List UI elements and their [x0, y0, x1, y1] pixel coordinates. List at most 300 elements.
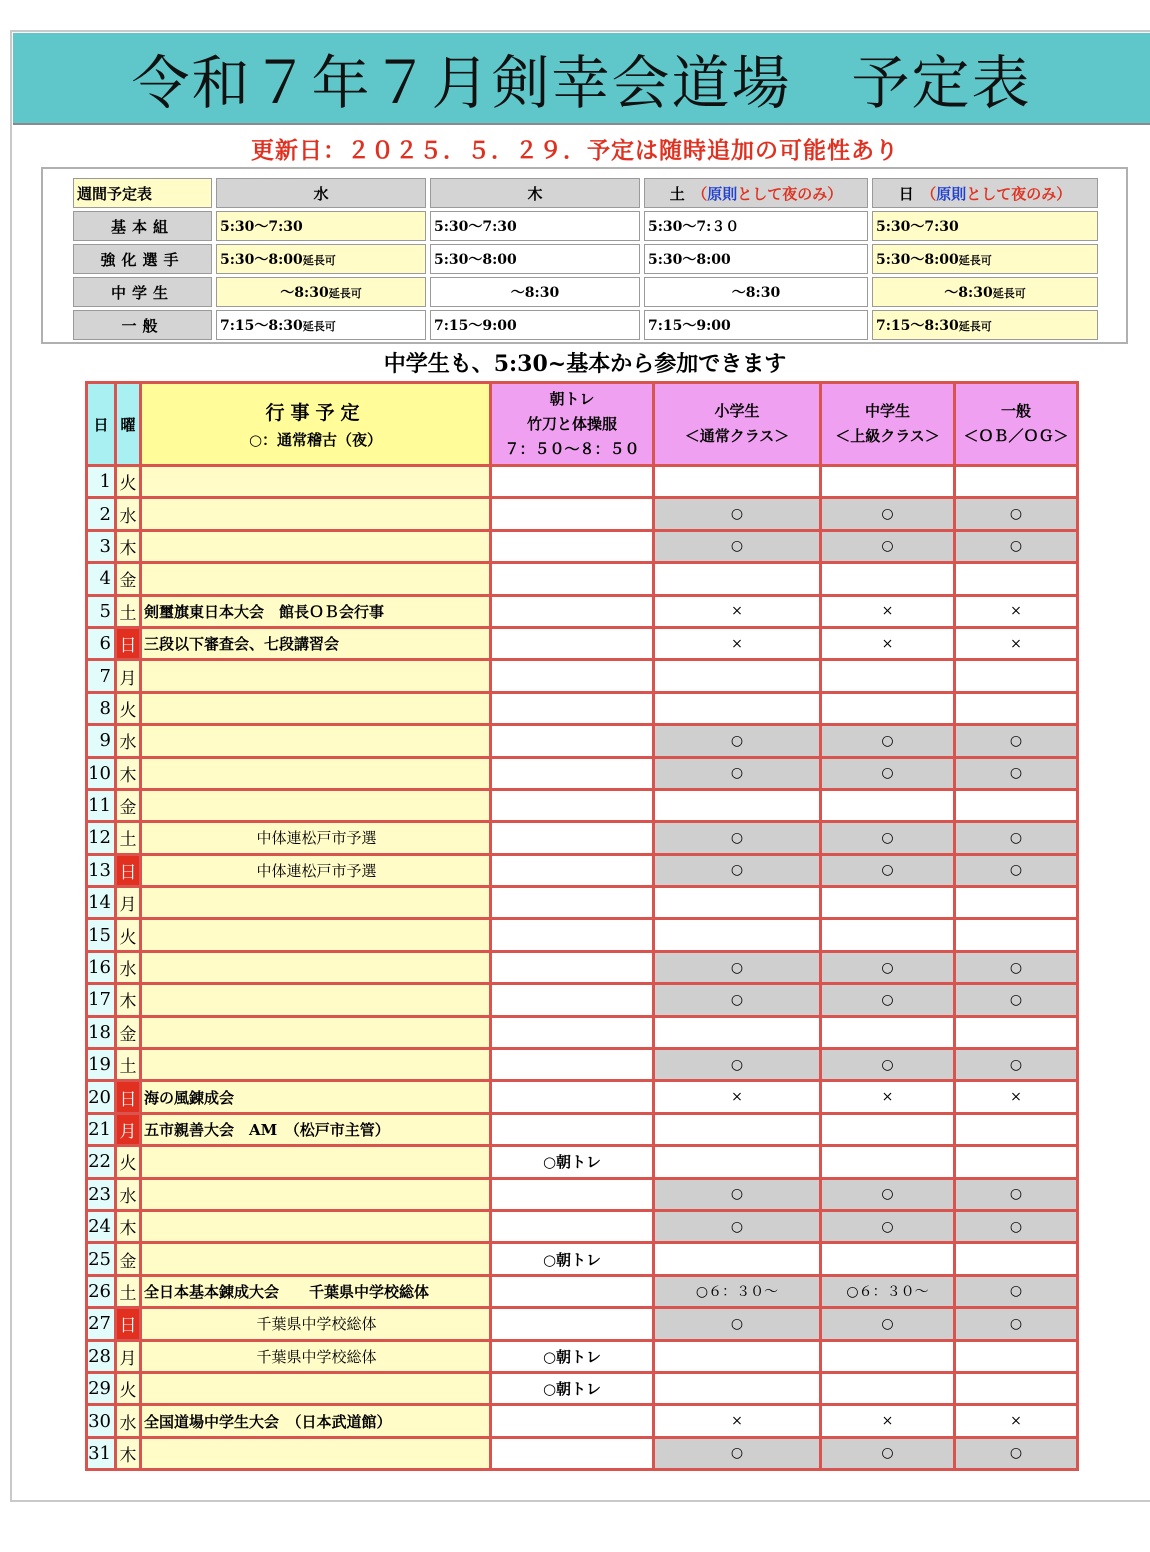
weekly-time: 5:30〜8:00: [876, 252, 959, 268]
morning-training-cell: [492, 1439, 652, 1468]
event-cell: [142, 1374, 489, 1403]
general-cell: [956, 888, 1076, 917]
general-cell: ○: [956, 856, 1076, 885]
weekday-label: 木: [117, 759, 139, 788]
weekly-time: 5:30〜8:00: [220, 252, 303, 268]
weekday-label: 土: [117, 597, 139, 626]
table-row: [88, 759, 1076, 788]
general-cell: [956, 1018, 1076, 1047]
extension-note: 延長可: [958, 320, 992, 333]
general-cell: [956, 661, 1076, 690]
table-row: [88, 1050, 1076, 1079]
event-cell: [142, 661, 489, 690]
general-cell: [956, 694, 1076, 723]
junior-high-cell: ○: [822, 1309, 953, 1338]
event-cell: 海の風錬成会: [142, 1082, 489, 1111]
weekly-day-header: [872, 178, 1098, 208]
table-row: [88, 888, 1076, 917]
elementary-cell: [655, 1115, 819, 1144]
table-row: [88, 467, 1076, 496]
weekday-label: 日: [117, 1082, 139, 1111]
weekly-time: 7:15〜8:30: [220, 318, 303, 334]
elementary-cell: ×: [655, 1082, 819, 1111]
morning-training-cell: [492, 920, 652, 949]
table-row: [88, 1374, 1076, 1403]
junior-high-cell: [822, 920, 953, 949]
general-cell: ○: [956, 1439, 1076, 1468]
general-cell: [956, 1244, 1076, 1273]
morning-training-cell: [492, 1115, 652, 1144]
day-number: 12: [88, 823, 114, 852]
weekly-day-label: 土: [669, 184, 685, 203]
weekly-time: 7:15〜8:30: [876, 318, 959, 334]
junior-high-cell: [822, 1018, 953, 1047]
event-cell: 中体連松戸市予選: [142, 856, 489, 885]
weekly-cell: 5:30〜7:30: [216, 211, 426, 241]
junior-high-cell: [822, 888, 953, 917]
table-row: [88, 1147, 1076, 1176]
weekly-day-header: 水: [216, 178, 426, 208]
junior-high-cell: ○: [822, 1212, 953, 1241]
general-cell: ○: [956, 499, 1076, 528]
day-number: 10: [88, 759, 114, 788]
elementary-header-line1: 小学生: [714, 402, 760, 420]
day-number: 20: [88, 1082, 114, 1111]
junior-high-cell: [822, 467, 953, 496]
elementary-cell: [655, 1244, 819, 1273]
event-header-title: 行事予定: [265, 402, 366, 424]
day-number: 13: [88, 856, 114, 885]
day-number: 19: [88, 1050, 114, 1079]
junior-high-cell: ○: [822, 1050, 953, 1079]
junior-high-cell: ×: [822, 629, 953, 658]
weekday-label: 金: [117, 1244, 139, 1273]
day-number: 26: [88, 1277, 114, 1306]
morning-header-line1: 朝トレ: [549, 389, 595, 408]
day-number: 17: [88, 985, 114, 1014]
weekly-cell: [216, 244, 426, 274]
event-cell: [142, 564, 489, 593]
junior-high-cell: ○: [822, 759, 953, 788]
extension-note: 延長可: [302, 320, 336, 333]
event-cell: 千葉県中学校総体: [142, 1342, 489, 1371]
junior-high-cell: [822, 1374, 953, 1403]
morning-training-cell: [492, 467, 652, 496]
junior-high-cell: [822, 1115, 953, 1144]
elementary-cell: [655, 564, 819, 593]
junior-high-cell: ○: [822, 1439, 953, 1468]
day-number: 7: [88, 661, 114, 690]
event-header-sub: ○：通常稽古（夜）: [248, 431, 383, 449]
junior-high-cell: [822, 694, 953, 723]
day-number: 1: [88, 467, 114, 496]
morning-training-cell: [492, 759, 652, 788]
day-number: 28: [88, 1342, 114, 1371]
elementary-cell: ○: [655, 823, 819, 852]
event-cell: [142, 532, 489, 561]
elementary-cell: ×: [655, 629, 819, 658]
elementary-cell: ○: [655, 1212, 819, 1241]
junior-high-cell: ○: [822, 953, 953, 982]
day-column-header: 日: [88, 384, 114, 464]
table-row: [88, 1115, 1076, 1144]
junior-note: 中学生も、5:30~基本から参加できます: [383, 351, 787, 377]
title-banner: [13, 33, 1150, 125]
day-number: 22: [88, 1147, 114, 1176]
morning-training-cell: [492, 856, 652, 885]
general-cell: ○: [956, 532, 1076, 561]
table-row: [88, 920, 1076, 949]
weekday-label: 木: [117, 985, 139, 1014]
morning-training-cell: [492, 597, 652, 626]
elementary-cell: ○: [655, 953, 819, 982]
morning-header-line3: ７：５０〜８：５０: [504, 439, 640, 458]
weekly-schedule: [41, 167, 1128, 344]
weekly-day-label: 日: [898, 184, 914, 203]
elementary-header-line2: ＜通常クラス＞: [684, 427, 790, 445]
elementary-cell: ○: [655, 1439, 819, 1468]
general-cell: ○: [956, 985, 1076, 1014]
weekly-note-blue: 原則: [707, 184, 738, 203]
general-cell: ×: [956, 629, 1076, 658]
weekday-label: 水: [117, 499, 139, 528]
general-cell: [956, 467, 1076, 496]
junior-high-cell: ○: [822, 532, 953, 561]
elementary-cell: ×: [655, 1406, 819, 1435]
elementary-cell: [655, 888, 819, 917]
day-number: 2: [88, 499, 114, 528]
table-row: [88, 694, 1076, 723]
schedule-body: [88, 467, 1076, 1468]
table-row: [88, 953, 1076, 982]
table-row: [88, 1212, 1076, 1241]
junior-high-cell: ×: [822, 1082, 953, 1111]
weekly-cell: 7:15〜9:00: [644, 310, 868, 340]
morning-training-cell: [492, 1212, 652, 1241]
table-row: [88, 1018, 1076, 1047]
general-cell: ○: [956, 1050, 1076, 1079]
weekly-day-header: [644, 178, 868, 208]
weekly-time: 〜8:30: [944, 285, 993, 301]
day-number: 23: [88, 1180, 114, 1209]
weekday-label: 火: [117, 467, 139, 496]
day-number: 21: [88, 1115, 114, 1144]
general-header: [956, 384, 1076, 464]
morning-training-cell: [492, 1180, 652, 1209]
event-cell: 全日本基本錬成大会 千葉県中学校総体: [142, 1277, 489, 1306]
day-number: 31: [88, 1439, 114, 1468]
event-cell: 千葉県中学校総体: [142, 1309, 489, 1338]
event-cell: [142, 694, 489, 723]
event-cell: [142, 1439, 489, 1468]
weekly-cell: [872, 244, 1098, 274]
general-cell: ○: [956, 1277, 1076, 1306]
day-number: 25: [88, 1244, 114, 1273]
morning-training-cell: ○朝トレ: [492, 1147, 652, 1176]
morning-training-cell: ○朝トレ: [492, 1342, 652, 1371]
general-cell: [956, 1342, 1076, 1371]
junior-high-cell: [822, 661, 953, 690]
elementary-cell: [655, 791, 819, 820]
day-number: 8: [88, 694, 114, 723]
elementary-cell: [655, 661, 819, 690]
page-title: 令和７年７月剣幸会道場 予定表: [131, 49, 1032, 117]
table-row: [88, 1244, 1076, 1273]
day-number: 27: [88, 1309, 114, 1338]
table-row: [88, 1180, 1076, 1209]
event-cell: [142, 920, 489, 949]
day-number: 11: [88, 791, 114, 820]
table-row: [88, 1082, 1076, 1111]
table-row: [88, 823, 1076, 852]
table-row: [88, 564, 1076, 593]
table-row: [88, 532, 1076, 561]
event-cell: 五市親善大会 AM （松戸市主管）: [142, 1115, 489, 1144]
morning-training-cell: ○朝トレ: [492, 1374, 652, 1403]
event-cell: [142, 953, 489, 982]
weekday-label: 木: [117, 532, 139, 561]
extension-note: 延長可: [992, 287, 1026, 300]
morning-training-cell: [492, 888, 652, 917]
weekday-label: 土: [117, 1050, 139, 1079]
day-number: 18: [88, 1018, 114, 1047]
morning-training-cell: [492, 564, 652, 593]
table-row: [88, 499, 1076, 528]
weekly-row-label: 中学生: [73, 277, 212, 307]
weekly-cell: [216, 277, 426, 307]
table-row: [88, 1406, 1076, 1435]
general-cell: [956, 1374, 1076, 1403]
junior-high-cell: ○: [822, 856, 953, 885]
weekly-corner: 週間予定表: [73, 178, 212, 208]
day-number: 14: [88, 888, 114, 917]
table-row: [88, 629, 1076, 658]
table-row: [88, 985, 1076, 1014]
elementary-cell: [655, 694, 819, 723]
general-cell: ×: [956, 597, 1076, 626]
weekly-note-blue: 原則: [936, 184, 967, 203]
table-row: [88, 726, 1076, 755]
elementary-cell: [655, 1147, 819, 1176]
weekday-label: 金: [117, 1018, 139, 1047]
weekday-label: 金: [117, 564, 139, 593]
elementary-cell: [655, 1374, 819, 1403]
junior-high-cell: ○: [822, 823, 953, 852]
day-number: 6: [88, 629, 114, 658]
weekday-label: 火: [117, 1374, 139, 1403]
general-cell: [956, 1115, 1076, 1144]
weekday-label: 土: [117, 823, 139, 852]
weekly-cell: [872, 310, 1098, 340]
weekday-label: 木: [117, 1212, 139, 1241]
general-cell: ○: [956, 1180, 1076, 1209]
table-row: [88, 661, 1076, 690]
weekday-label: 水: [117, 1180, 139, 1209]
weekly-table: [69, 175, 1102, 343]
weekly-cell: 5:30〜8:00: [430, 244, 640, 274]
junior-high-cell: [822, 791, 953, 820]
general-cell: [956, 920, 1076, 949]
day-number: 3: [88, 532, 114, 561]
event-cell: [142, 726, 489, 755]
table-row: [88, 856, 1076, 885]
junior-high-cell: [822, 564, 953, 593]
weekly-row-label: 一般: [73, 310, 212, 340]
elementary-cell: ○: [655, 856, 819, 885]
event-cell: [142, 888, 489, 917]
junior-high-cell: ○: [822, 499, 953, 528]
event-column-header: [142, 384, 489, 464]
weekly-time: 〜8:30: [280, 285, 329, 301]
elementary-cell: ○６：３０〜: [655, 1277, 819, 1306]
extension-note: 延長可: [958, 254, 992, 267]
morning-training-cell: [492, 1050, 652, 1079]
morning-training-cell: [492, 499, 652, 528]
table-row: [88, 1342, 1076, 1371]
weekday-label: 火: [117, 920, 139, 949]
elementary-cell: ○: [655, 1050, 819, 1079]
table-row: [88, 791, 1076, 820]
junior-header-line2: ＜上級クラス＞: [835, 427, 940, 445]
day-number: 9: [88, 726, 114, 755]
weekly-cell: 7:15〜9:00: [430, 310, 640, 340]
general-cell: ×: [956, 1082, 1076, 1111]
day-number: 4: [88, 564, 114, 593]
morning-training-cell: [492, 532, 652, 561]
table-row: [88, 1277, 1076, 1306]
morning-training-cell: [492, 726, 652, 755]
junior-high-cell: [822, 1342, 953, 1371]
elementary-header: [655, 384, 819, 464]
day-number: 15: [88, 920, 114, 949]
elementary-cell: ×: [655, 597, 819, 626]
weekly-cell: [872, 277, 1098, 307]
event-cell: [142, 1018, 489, 1047]
general-cell: ○: [956, 953, 1076, 982]
morning-training-cell: [492, 661, 652, 690]
general-cell: ○: [956, 759, 1076, 788]
weekly-cell: 5:30〜8:00: [644, 244, 868, 274]
weekly-cell: 〜8:30: [644, 277, 868, 307]
general-cell: ○: [956, 726, 1076, 755]
general-cell: [956, 1147, 1076, 1176]
weekday-label: 火: [117, 694, 139, 723]
morning-training-cell: [492, 823, 652, 852]
weekday-label: 水: [117, 953, 139, 982]
junior-high-header: [822, 384, 953, 464]
morning-training-cell: [492, 1406, 652, 1435]
weekday-label: 火: [117, 1147, 139, 1176]
event-cell: [142, 1180, 489, 1209]
event-cell: [142, 499, 489, 528]
updated-notice: 更新日：２０２５．５．２９．予定は随時追加の可能性あり: [251, 137, 899, 164]
junior-high-cell: [822, 1244, 953, 1273]
morning-training-cell: [492, 791, 652, 820]
weekday-label: 月: [117, 1115, 139, 1144]
morning-training-cell: [492, 1082, 652, 1111]
weekly-row-label: 基本組: [73, 211, 212, 241]
weekday-label: 日: [117, 629, 139, 658]
weekday-label: 木: [117, 1439, 139, 1468]
event-cell: 中体連松戸市予選: [142, 823, 489, 852]
weekday-label: 月: [117, 1342, 139, 1371]
junior-high-cell: ×: [822, 1406, 953, 1435]
weekly-row-label: 強化選手: [73, 244, 212, 274]
morning-training-cell: [492, 985, 652, 1014]
weekly-cell: 5:30〜7:30: [872, 211, 1098, 241]
weekday-column-header: 曜: [117, 384, 139, 464]
elementary-cell: ○: [655, 1309, 819, 1338]
morning-header-line2: 竹刀と体操服: [526, 414, 617, 433]
event-cell: 剣璽旗東日本大会 館長ＯＢ会行事: [142, 597, 489, 626]
extension-note: 延長可: [328, 287, 362, 300]
general-cell: [956, 564, 1076, 593]
table-row: [88, 597, 1076, 626]
weekly-note-prefix: （: [928, 184, 937, 203]
table-row: [88, 1439, 1076, 1468]
general-cell: [956, 791, 1076, 820]
weekday-label: 月: [117, 888, 139, 917]
weekly-cell: 5:30〜7:30: [430, 211, 640, 241]
weekday-label: 日: [117, 856, 139, 885]
table-row: [88, 1309, 1076, 1338]
event-cell: [142, 1244, 489, 1273]
weekday-label: 金: [117, 791, 139, 820]
morning-training-header: [492, 384, 652, 464]
event-cell: [142, 1147, 489, 1176]
elementary-cell: ○: [655, 759, 819, 788]
weekly-day-header: 木: [430, 178, 640, 208]
event-cell: [142, 1212, 489, 1241]
event-cell: [142, 985, 489, 1014]
weekday-label: 日: [117, 1309, 139, 1338]
junior-high-cell: ×: [822, 597, 953, 626]
event-cell: [142, 1050, 489, 1079]
elementary-cell: ○: [655, 532, 819, 561]
elementary-cell: [655, 467, 819, 496]
general-cell: ○: [956, 823, 1076, 852]
general-header-line1: 一般: [1000, 402, 1031, 420]
weekly-cell: 5:30〜7:３０: [644, 211, 868, 241]
general-cell: ○: [956, 1309, 1076, 1338]
event-cell: [142, 759, 489, 788]
event-cell: 全国道場中学生大会 （日本武道館）: [142, 1406, 489, 1435]
weekday-label: 水: [117, 1406, 139, 1435]
day-number: 16: [88, 953, 114, 982]
morning-training-cell: [492, 1309, 652, 1338]
weekday-label: 水: [117, 726, 139, 755]
elementary-cell: ○: [655, 985, 819, 1014]
general-header-line2: ＜ＯＢ／ＯＧ＞: [963, 427, 1069, 445]
elementary-cell: [655, 1018, 819, 1047]
junior-high-cell: ○: [822, 726, 953, 755]
elementary-cell: [655, 920, 819, 949]
general-cell: ○: [956, 1212, 1076, 1241]
weekday-label: 土: [117, 1277, 139, 1306]
day-number: 30: [88, 1406, 114, 1435]
elementary-cell: ○: [655, 499, 819, 528]
weekly-note-red: として夜のみ）: [737, 184, 843, 203]
weekly-note-prefix: （: [699, 184, 708, 203]
morning-training-cell: [492, 1277, 652, 1306]
extension-note: 延長可: [302, 254, 336, 267]
event-cell: 三段以下審査会、七段講習会: [142, 629, 489, 658]
junior-high-cell: ○: [822, 985, 953, 1014]
elementary-cell: [655, 1342, 819, 1371]
weekly-cell: 〜8:30: [430, 277, 640, 307]
morning-training-cell: ○朝トレ: [492, 1244, 652, 1273]
morning-training-cell: [492, 1018, 652, 1047]
